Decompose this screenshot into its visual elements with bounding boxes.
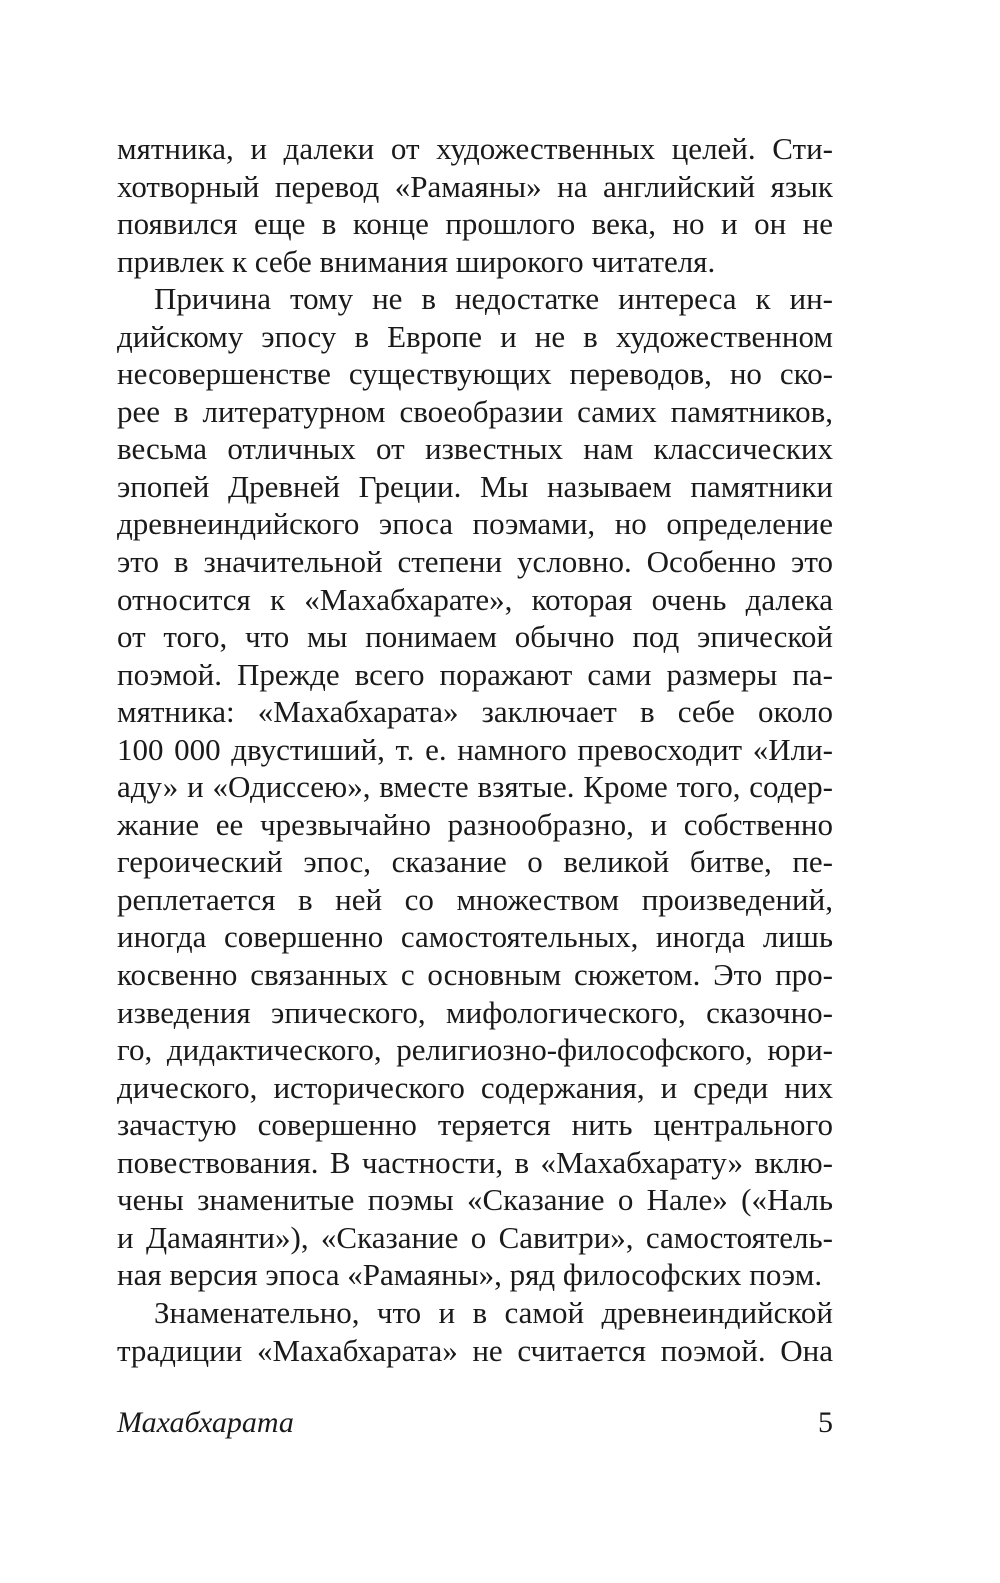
text-line: ная версия эпоса «Рамаяны», ряд философских поэм.: [117, 1257, 823, 1293]
text-line: мятника, и далеки от художественных целей. Сти-: [117, 131, 833, 166]
text-line: го, дидактического, религиозно-философского, юри-: [117, 1032, 833, 1068]
text-line: привлек к себе внимания широкого читателя.: [117, 243, 716, 279]
text-line: весьма отличных от известных нам классических: [117, 431, 833, 467]
text-line: чены знаменитые поэмы «Сказание о Нале» («Наль: [117, 1182, 833, 1218]
text-line: от того, что мы понимаем обычно под эпической: [117, 619, 833, 655]
text-line: это в значительной степени условно. Особенно это: [117, 544, 833, 580]
text-line: повествования. В частности, в «Махабхарату» вклю-: [117, 1144, 833, 1180]
text-line: появился еще в конце прошлого века, но и он не: [117, 206, 833, 242]
text-line: иногда совершенно самостоятельных, иногда лишь: [117, 919, 833, 955]
text-line: дического, исторического содержания, и среди них: [117, 1069, 833, 1105]
running-title: Махабхарата: [117, 1406, 294, 1439]
text-line: мятника: «Махабхарата» заключает в себе около: [117, 694, 833, 730]
text-line: относится к «Махабхарате», которая очень далека: [117, 581, 833, 617]
page-number: 5: [818, 1406, 833, 1439]
text-line: эпопей Древней Греции. Мы называем памятники: [117, 468, 833, 504]
text-line: и Дамаянти»), «Сказание о Савитри», самостоятель-: [117, 1219, 833, 1255]
text-line: традиции «Махабхарата» не считается поэмой. Она: [117, 1332, 833, 1368]
text-line: Причина тому не в недостатке интереса к ин-: [154, 281, 833, 317]
paragraph: [117, 1294, 833, 1369]
text-line: древнеиндийского эпоса поэмами, но определение: [117, 506, 833, 542]
text-line: рее в литературном своеобразии самих памятников,: [117, 393, 833, 429]
text-line: изведения эпического, мифологического, сказочно-: [117, 994, 833, 1030]
text-line: аду» и «Одиссею», вместе взятые. Кроме того, содер-: [117, 769, 833, 805]
body-text: [117, 130, 833, 1369]
text-line: героический эпос, сказание о великой битве, пе-: [117, 844, 833, 880]
text-line: жание ее чрезвычайно разнообразно, и собственно: [117, 806, 833, 842]
paragraph: [117, 130, 833, 280]
text-line: дийскому эпосу в Европе и не в художественном: [117, 318, 833, 354]
text-line: Знаменательно, что и в самой древнеиндийской: [154, 1294, 833, 1330]
text-line: несовершенстве существующих переводов, но ско-: [117, 356, 833, 392]
text-line: хотворный перевод «Рамаяны» на английский язык: [117, 168, 833, 204]
text-line: реплетается в ней со множеством произведений,: [117, 881, 833, 917]
text-line: зачастую совершенно теряется нить центрального: [117, 1107, 833, 1143]
text-line: 100 000 двустиший, т. е. намного превосходит «Или-: [117, 731, 833, 767]
text-line: поэмой. Прежде всего поражают сами размеры па-: [117, 656, 833, 692]
paragraph: [117, 280, 833, 1294]
text-line: косвенно связанных с основным сюжетом. Это про-: [117, 957, 833, 993]
